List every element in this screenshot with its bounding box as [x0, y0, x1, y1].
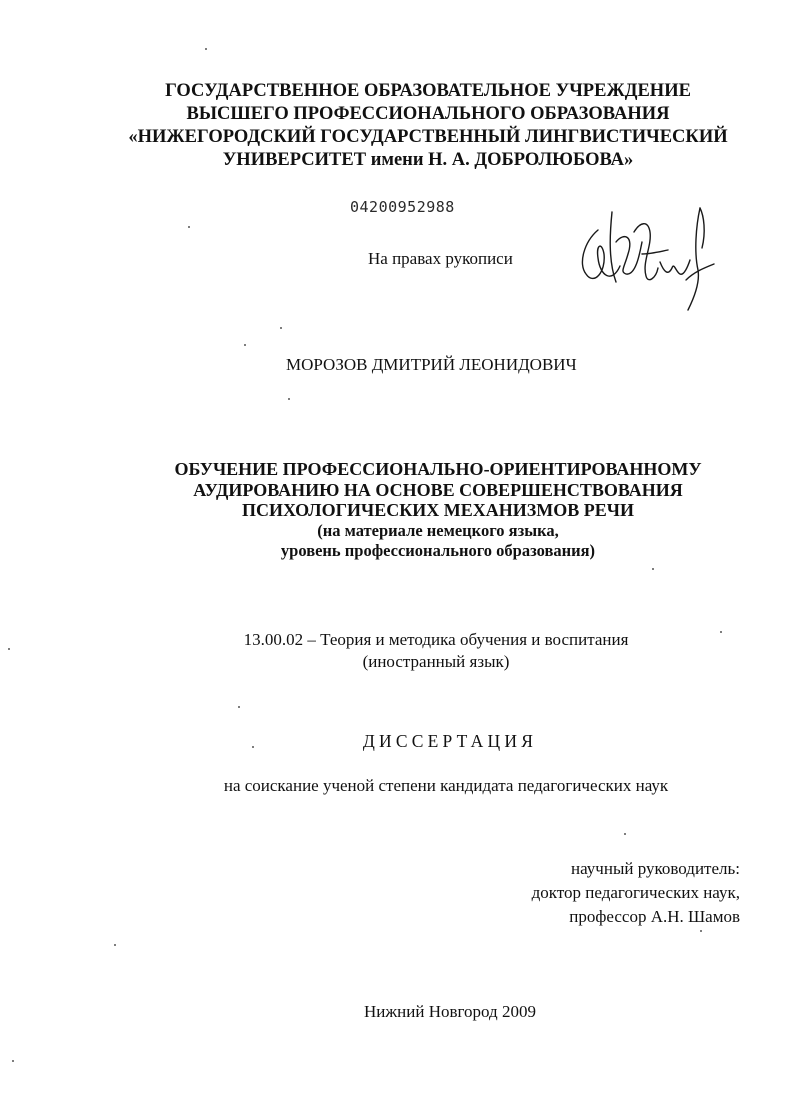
document-type: ДИССЕРТАЦИЯ [362, 731, 538, 751]
supervisor-degree: доктор педагогических наук, [531, 883, 740, 902]
scan-speck [700, 930, 702, 932]
signature-icon [576, 202, 726, 314]
dissertation-title [40, 459, 796, 562]
specialty-line: 13.00.02 – Теория и методика обучения и воспитания [243, 630, 629, 649]
supervisor-block [440, 857, 740, 929]
title-line: ОБУЧЕНИЕ ПРОФЕССИОНАЛЬНО-ОРИЕНТИРОВАННОМУ [174, 459, 702, 479]
scan-speck [252, 746, 254, 748]
title-subtitle-line: (на материале немецкого языка, [317, 520, 559, 540]
institution-line: ГОСУДАРСТВЕННОЕ ОБРАЗОВАТЕЛЬНОЕ УЧРЕЖДЕНИЕ [165, 81, 691, 101]
title-subtitle-line: уровень профессионального образования) [280, 541, 596, 560]
scan-speck [652, 568, 654, 570]
scan-speck [114, 944, 116, 946]
scan-speck [238, 706, 240, 708]
degree-statement: на соискание ученой степени кандидата педагогических наук [223, 776, 669, 795]
institution-header [30, 80, 796, 172]
city-year: Нижний Новгород 2009 [364, 1002, 536, 1021]
scan-speck [205, 48, 207, 50]
scan-speck [280, 327, 282, 329]
scan-speck [8, 648, 10, 650]
title-line: АУДИРОВАНИЮ НА ОСНОВЕ СОВЕРШЕНСТВОВАНИЯ [193, 479, 683, 500]
scan-speck [12, 1060, 14, 1062]
institution-line: УНИВЕРСИТЕТ имени Н. А. ДОБРОЛЮБОВА» [222, 150, 634, 170]
specialty-line: (иностранный язык) [362, 652, 510, 671]
author-name: МОРОЗОВ ДМИТРИЙ ЛЕОНИДОВИЧ [286, 355, 577, 374]
supervisor-role: научный руководитель: [571, 859, 740, 878]
supervisor-name: профессор А.Н. Шамов [569, 907, 740, 926]
scan-speck [244, 344, 246, 346]
scan-speck [188, 226, 190, 228]
scan-speck [720, 631, 722, 633]
scan-speck [624, 833, 626, 835]
document-number-stamp: 04200952988 [350, 198, 455, 216]
institution-line: ВЫСШЕГО ПРОФЕССИОНАЛЬНОГО ОБРАЗОВАНИЯ [186, 104, 670, 124]
specialty-code [38, 629, 796, 673]
rights-note: На правах рукописи [368, 249, 513, 268]
institution-line: «НИЖЕГОРОДСКИЙ ГОСУДАРСТВЕННЫЙ ЛИНГВИСТИЧЕСКИЙ [128, 127, 728, 147]
title-line: ПСИХОЛОГИЧЕСКИХ МЕХАНИЗМОВ РЕЧИ [241, 500, 635, 520]
scan-speck [288, 398, 290, 400]
